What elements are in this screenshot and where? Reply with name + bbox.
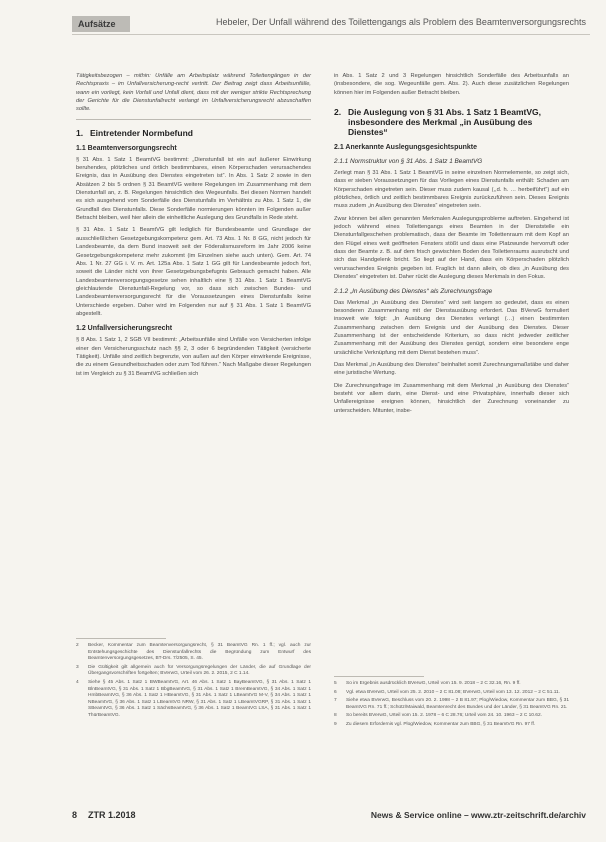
footnote-text: Siehe etwa BVerwG, Beschluss vom 20. 2. 1998 – 2 B 81.97; Plog/Wiedow, Kommentar zum BBG, § 31 BeamtVG Rn. 71 ff.; Schütz/Maiwald, Beamtenrecht des Bundes und der Länder, § 31 BeamtVG Rn. 21. (346, 698, 569, 710)
subsubsection-heading-2-1-1: 2.1.1 Normstruktur von § 31 Abs. 1 Satz 1 BeamtVG (334, 158, 483, 166)
section-tag: Aufsätze (72, 16, 130, 32)
page-number: 8 (72, 810, 78, 820)
footnote-number: 4 (76, 679, 79, 685)
section-number: 2. (334, 107, 342, 118)
paragraph: Das Merkmal „in Ausübung des Dienstes“ wird seit langem so gedeutet, dass es einen besonderen Zusammenhang mit der Dienstausübung erfordert. Das BVerwG formuliert insoweit wie folgt: „In Ausübung des Dienstes verlangt (…) einen bestimmten Zusammenhang zwischen dem Ereignis und der Ausübung des Dienstes. Dieser Zusammenhang ist der entscheidende Kriterium, so dass nicht jedweder zeitlicher Zusammenhang mit der Ausübung des Dienstes genügt, sondern eine besondere enge ursächliche Verknüpfung mit dem Dienst bestehen muss“. (334, 299, 569, 356)
running-title: Hebeler, Der Unfall während des Toilettengangs als Problem des Beamtenversorgungsrechts (215, 17, 586, 27)
footnote-text: Zu diesem Erfordernis vgl. Plog/Wiedow, Kommentar zum BBG, § 31 BeamtVG Rn. 97 ff. (346, 721, 536, 727)
subsubsection-heading-2-1-2: 2.1.2 „In Ausübung des Dienstes“ als Zurechnungsfrage (334, 287, 493, 295)
paragraph: Das Merkmal „in Ausübung des Dienstes“ beinhaltet somit Zurechnungsmaßstäbe und daher eine juristische Wertung. (334, 361, 569, 377)
paragraph: Zwar können bei allen genannten Merkmalen Auslegungsprobleme auftreten. Eingehend ist jedoch während eines Toilettengangs eines Beamten in der Dienststelle ein Dienstunfallgeschehen problematisch, dass der Beamte im Toilettenraum mit dem Kopf an den Flügel eines weit geöffneten Fensters stößt und dass eine Platzwunde hervorruft oder dass der Beamte z. B. auf dem frisch gewischten Boden des Toilettenraums ausrutscht und sich das Handgelenk bricht. So liegt auf der Hand, dass ein Körperschaden plötzlich verursachendes Ereignis gegeben ist. Fraglich ist dann allein, ob dies „in Ausübung des Dienstes“ eingetreten ist. Daher rückt die Auslegung dieses Merkmals in den Fokus. (334, 215, 569, 281)
footnote-divider (334, 676, 424, 677)
footnote-number: 6 (334, 689, 337, 695)
subsection-heading-2-1: 2.1 Anerkannte Auslegungsgesichtspunkte (334, 144, 478, 152)
footnote-text: So bereits BVerwG, Urteil vom 15. 2. 1978 – 6 C 28.76; Urteil vom 24. 10. 1963 – 2 C 10.62. (346, 713, 542, 719)
left-column (76, 72, 311, 382)
footnote (334, 722, 569, 729)
right-column (334, 72, 569, 419)
footnote-number: 3 (76, 664, 79, 670)
subsection-heading-1-2: 1.2 Unfallversicherungsrecht (76, 325, 173, 333)
section-title: Die Auslegung von § 31 Abs. 1 Satz 1 BeamtVG, insbesondere des Merkmal „in Ausübung des Dienstes“ (348, 107, 542, 138)
footnote-number: 9 (334, 721, 337, 727)
footnote (76, 680, 311, 720)
intro-paragraph: Tätigkeitsbezogen – mithin: Unfälle am Arbeitsplatz während Toilettengängen in der Rechtspraxis – im Unfallversicherung-recht vertritt. Der Beitrag zeigt dass Arbeitsunfälle, wann ein vorliegt, kein Vorfall und Unfall dient, dass mit der weniger strikte Rechtsprechung der Gerichte für die Dienstunfallrecht verlangt im Unfallversicherungsrecht abzuschaffen sollte. (76, 73, 311, 113)
footnote-text: Becker, Kommentar zum Beamtenversorgungsrecht, § 31 BeamtVG Rn. 1 ff.; vgl. auch zur Entstehungsgeschichte des Dienstunfallrechts die Begründung zum Entwurf des Beamtenversorgungsgesetzes, BT-Drs. 7/2505, S. 45. (88, 643, 311, 662)
footnote-number: 2 (76, 643, 79, 648)
footnote-number: 8 (334, 713, 337, 719)
journal-issue: ZTR 1.2018 (88, 810, 136, 820)
footnote-text: Siehe § 45 Abs. 1 Satz 1 BWBeamtVG, Art. 46 Abs. 1 Satz 1 BayBeamtVG, § 31 Abs. 1 Satz 1 BlnBeamtVG, § 31 Abs. 1 Satz 1 BbgBeamtVG, § 31 Abs. 1 Satz 1 BremBeamtVG, § 34 Abs. 1 Satz 1 HmbBeamtVG, § 36 Abs. 1 Satz 1 HBeamtVG, § 31 Abs. 1 Satz 1 LBeamtVG M-V, § 34 Abs. 1 Satz 1 NBeamtVG, § 36 Abs. 1 Satz 1 LBeamtVG NRW, § 31 Abs. 1 Satz 1 LBeamtVGRP, § 31 Abs. 1 Satz 1 SBeamtVG, § 36 Abs. 1 Satz 1 SächsBeamtVG, § 36 Abs. 1 Satz 1 BeamtVG LSA, § 31 Abs. 1 Satz 1 ThürBeamtVG. (88, 679, 311, 718)
section-number: 1. (76, 127, 84, 138)
footnotes-left (76, 638, 311, 722)
footnote (334, 698, 569, 711)
footnote-text: So im Ergebnis ausdrücklich BVerwG, Urteil vom 15. 9. 2018 – 2 C 32.16, Rn. 9 ff. (346, 681, 521, 686)
section-heading-1 (76, 128, 311, 138)
footnote-text: Die Gültigkeit gilt allgemein auch für Versorgungsregelungen der Länder, die auf Grundlage der Übergangsvorschriften fortgelten; BVerwG, Urteil vom 26. 2. 2015, 2 C 1.14. (88, 664, 311, 677)
footnote (334, 713, 569, 720)
section-title: Eintretender Normbefund (90, 127, 193, 138)
paragraph: § 31 Abs. 1 Satz 1 BeamtVG bestimmt: „Dienstunfall ist ein auf äußerer Einwirkung beruhendes, plötzliches und örtlich bestimmbares, einen Körperschaden verursachendes Ereignis, das in Ausübung des Dienstes eingetreten ist“. In Abs. 1 Satz 2 sowie in den Absätzen 2 bis 5 ordnen § 31 BeamtVG weitere Regelungen im Zusammenhang mit dem Dienstunfall an, z. B. Regelungen hinsichtlich des Wegeunfalls. Bei diesen Normen handelt es sich ausgehend vom Sonderfälle des Dienstunfalls im Verhältnis zu Abs. 1 Satz 1, die Grundfall des Dienstunfalls. Diese Sonderfälle normierungen könnten im Folgenden außer Betracht bleiben, weil hier allein die einheitliche Auslegung des Grundfalls in Rede steht. (76, 156, 311, 222)
paragraph: Die Zurechnungsfrage im Zusammenhang mit dem Merkmal „in Ausübung des Dienstes“ besteht vor allem darin, eine Dienst- und eine Privatsphäre, innerhalb dieser sich Unfallereignisse ereignen können, hinsichtlich der Zurechnung voneinander zu unterscheiden. Mitunter, insbe- (334, 382, 569, 414)
footnote (76, 643, 311, 663)
page-footer (72, 810, 590, 824)
footnote-text: Vgl. etwa BVerwG, Urteil vom 25. 2. 2010 – 2 C 81.08; BVerwG, Urteil vom 13. 12. 2012 – 2 C 51.11. (346, 689, 561, 695)
footnote (334, 681, 569, 688)
footer-link[interactable]: News & Service online – www.ztr-zeitschrift.de/archiv (370, 810, 586, 820)
paragraph: in Abs. 1 Satz 2 und 3 Regelungen hinsichtlich Sonderfälle des Arbeitsunfalls an (insbesondere, die sog. Wegeunfälle gem. Abs. 2). Auch diese zusätzlichen Regelungen können hier im Folgenden außer Betracht bleiben. (334, 73, 569, 96)
footnote-divider (76, 638, 166, 639)
page-header (72, 14, 590, 35)
paragraph: § 8 Abs. 1 Satz 1, 2 SGB VII bestimmt: „Arbeitsunfälle sind Unfälle von Versicherten infolge einer den Versicherungsschutz nach §§ 2, 3 oder 6 begründenden Tätigkeit (versicherte Tätigkeit). Unfälle sind zeitlich begrenzte, von außen auf den Körper einwirkende Ereignisse, die zu einem Gesundheitsschaden oder zum Tod führen.“ Nach Maßgabe dieser Regelungen ist im Vergleich zu § 31 BeamtVG schließen sich (76, 337, 311, 377)
footnote-number: 7 (334, 698, 337, 704)
footnotes-right (334, 676, 569, 731)
subsection-heading-1-1: 1.1 Beamtenversorgungsrecht (76, 144, 177, 152)
divider (76, 119, 311, 120)
section-heading-2 (334, 107, 569, 137)
footnote (334, 690, 569, 697)
footnote-number: 5 (334, 681, 337, 686)
paragraph: Zerlegt man § 31 Abs. 1 Satz 1 BeamtVG in seine einzelnen Normelemente, so zeigt sich, dass er sieben Voraussetzungen für das Vorliegen eines Dienstunfalls enthält: Schaden am Körperschaden eingetreten sein. Dieser muss zudem kausal (,,d. h. … herbeiführt“) auf ein plötzliches, örtlich und zeitlich bestimmbares Ereignis zurückzuführen sein. Dieses Ereignis muss zudem „in Ausübung des Dienstes“ eingetreten sein. (334, 170, 569, 210)
footnote (76, 665, 311, 678)
paragraph: § 31 Abs. 1 Satz 1 BeamtVG gilt lediglich für Bundesbeamte und Grundlage der ausschließlichen Gesetzgebungskompetenz gem. Art. 73 Abs. 1 Nr. 8 GG, nicht jedoch für Landesbeamte, da dem Bund insoweit seit der Föderalismusreform im Jahr 2006 keine Gesetzgebungskompetenz mehr zukommt (im Einzelnen siehe auch unten). Gem. Art. 74 Abs. 1 Nr. 27 GG i. V. m. Art. 125a Abs. 1 Satz 1 GG gilt für Landesbeamte jedoch fort, soweit die Länder nicht von ihrer Gesetzgebungsbefugnis Gebrauch gemacht haben. Alle Landesbeamtenversorgungsgesetze sehen inhaltlich eine § 31 Abs. 1 Satz 1 BeamtVG gleichlautende Dienstunfall-Regelung vor, so dass sich zwischen Bundes- und Landesbeamtenversorgungsrecht für die Voraussetzungen eines Dienstunfalls keine Unterschiede ergeben. Daher wird im Folgenden nur auf § 31 Abs. 1 Satz 1 BeamtVG abgestellt. (76, 227, 311, 317)
